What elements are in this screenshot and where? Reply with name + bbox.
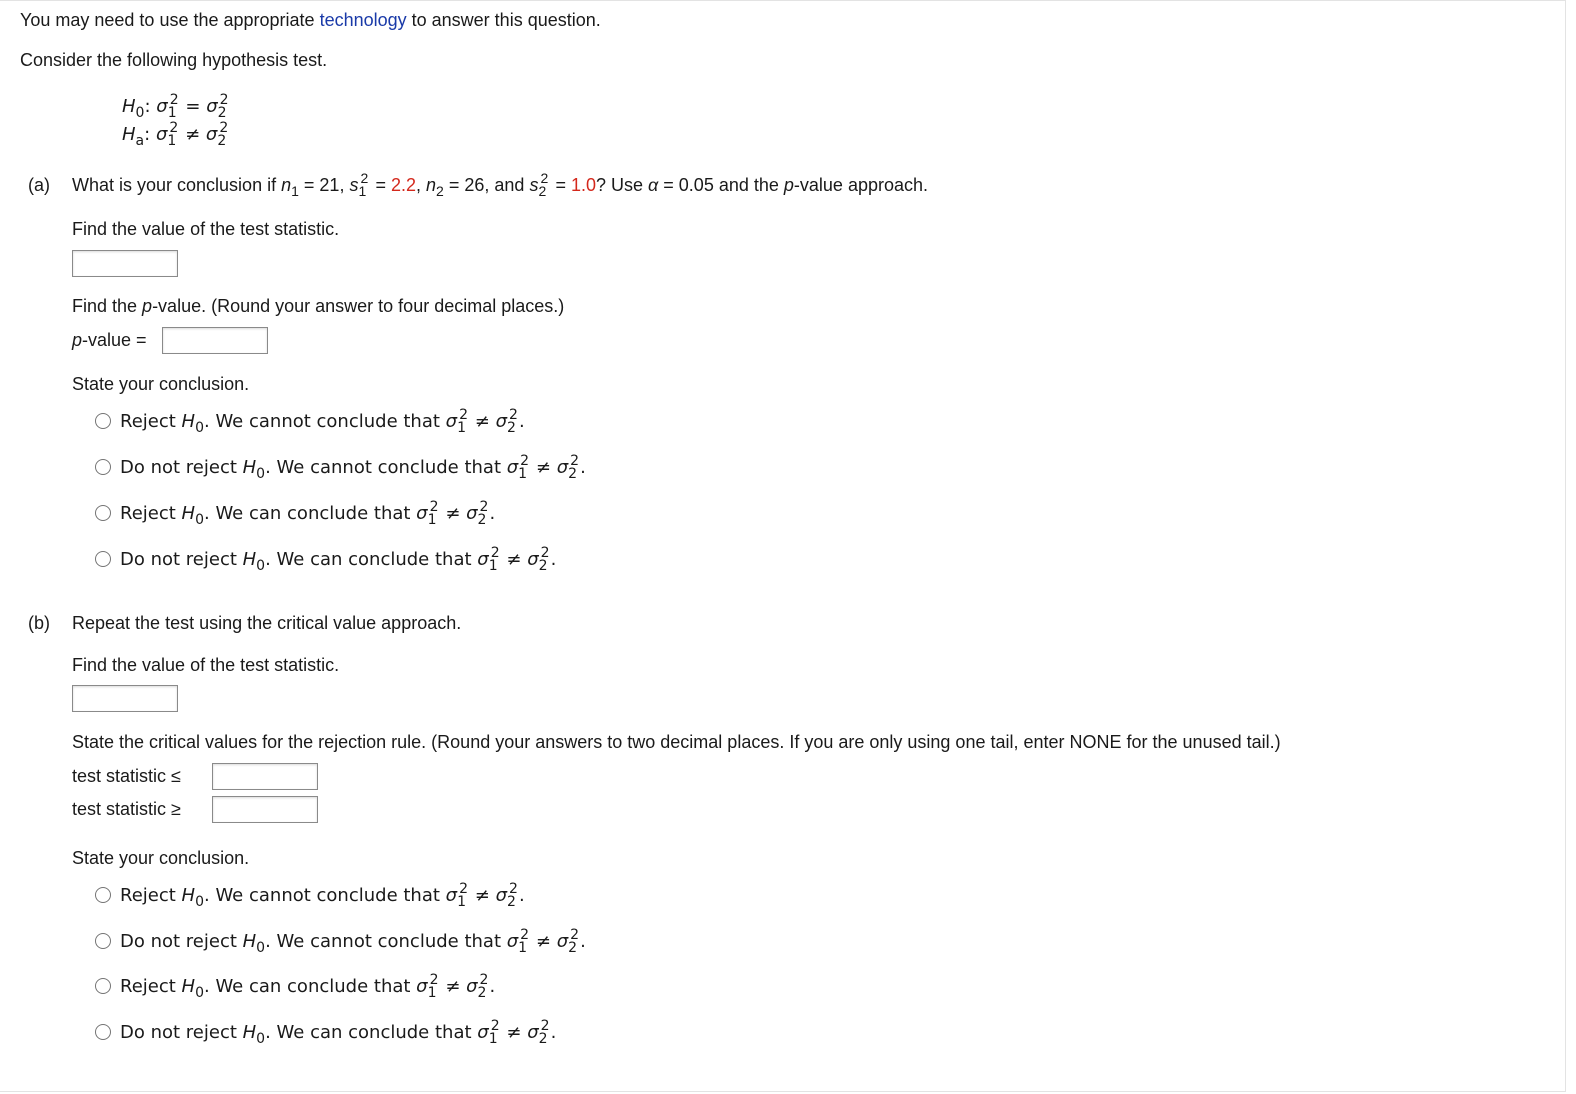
intro-line xyxy=(20,9,601,31)
part-a-label: (a) xyxy=(28,175,50,195)
part-a-option-4-radio[interactable] xyxy=(95,551,111,567)
part-a-option-3-radio[interactable] xyxy=(95,505,111,521)
critical-instructions: State the critical values for the rejection rule. (Round your answers to two decimal places. If you are only using one tail, enter NONE for the unused tail.) xyxy=(72,732,1281,752)
part-a-state-conclusion: State your conclusion. xyxy=(72,374,250,394)
part-b-option-1-label: Reject $H_0$. We cannot conclude that σ 2 1 ≠ σ 2 2 . xyxy=(120,881,525,910)
part-b-option-2-radio[interactable] xyxy=(95,933,111,949)
part-b-test-statistic-input[interactable] xyxy=(72,685,178,712)
upper-critical-input[interactable] xyxy=(212,796,318,823)
part-a-option-4-label: Do not reject $H_0$. We can conclude that σ 2 1 ≠ σ 2 2 . xyxy=(120,545,557,574)
part-b-option-4-label: Do not reject $H_0$. We can conclude that σ 2 1 ≠ σ 2 2 . xyxy=(120,1018,557,1047)
part-a-option-1-label: Reject $H_0$. We cannot conclude that σ 2 1 ≠ σ 2 2 . xyxy=(120,407,525,436)
n2-value: 26 xyxy=(464,175,485,195)
alt-hypothesis: $H_a$: σ 2 1 ≠ σ 2 2 xyxy=(122,120,229,149)
part-b-option-3-label: Reject $H_0$. We can conclude that σ 2 1 ≠ σ 2 2 . xyxy=(120,972,496,1001)
s2-value: 1.0 xyxy=(570,175,596,195)
part-a-test-statistic-input[interactable] xyxy=(72,250,178,277)
part-a-question: What is your conclusion if $n_1 = 21$, s 2 1 = 2.2, $n_2 = 26$, and s 2 2 = 1.0? Use α = 0.05 and the p-value approach. xyxy=(72,170,929,199)
lower-critical-label: test statistic ≤ xyxy=(72,766,181,786)
upper-critical-label: test statistic ≥ xyxy=(72,799,181,819)
part-b-find-statistic: Find the value of the test statistic. xyxy=(72,655,340,675)
intro-prefix: You may need to use the appropriate xyxy=(20,10,320,30)
s1-value: 2.2 xyxy=(390,175,417,195)
consider-text: Consider the following hypothesis test. xyxy=(20,50,328,70)
part-b-label: (b) xyxy=(28,613,50,633)
part-b-option-2-label: Do not reject $H_0$. We cannot conclude that σ 2 1 ≠ σ 2 2 . xyxy=(120,927,586,956)
n1-value: 21 xyxy=(319,175,340,195)
part-a-option-2-radio[interactable] xyxy=(95,459,111,475)
part-a-find-pvalue: Find the p-value. (Round your answer to four decimal places.) xyxy=(72,296,565,316)
part-a-find-statistic: Find the value of the test statistic. xyxy=(72,219,340,239)
alpha-value: 0.05 xyxy=(678,175,714,195)
part-a-option-2-label: Do not reject $H_0$. We cannot conclude that σ 2 1 ≠ σ 2 2 . xyxy=(120,453,586,482)
part-b-option-4-radio[interactable] xyxy=(95,1024,111,1040)
part-b-state-conclusion: State your conclusion. xyxy=(72,848,250,868)
part-a-option-3-label: Reject $H_0$. We can conclude that σ 2 1 ≠ σ 2 2 . xyxy=(120,499,496,528)
lower-critical-input[interactable] xyxy=(212,763,318,790)
technology-link[interactable]: technology xyxy=(319,10,407,30)
part-b-option-3-radio[interactable] xyxy=(95,978,111,994)
null-hypothesis: $H_0$: σ 2 1 = σ 2 2 xyxy=(122,92,229,121)
pvalue-input[interactable] xyxy=(162,327,268,354)
part-b-option-1-radio[interactable] xyxy=(95,887,111,903)
part-a-option-1-radio[interactable] xyxy=(95,413,111,429)
intro-suffix: to answer this question. xyxy=(406,10,601,30)
pvalue-label: p-value = xyxy=(72,330,147,350)
part-b-question: Repeat the test using the critical value approach. xyxy=(72,613,462,633)
